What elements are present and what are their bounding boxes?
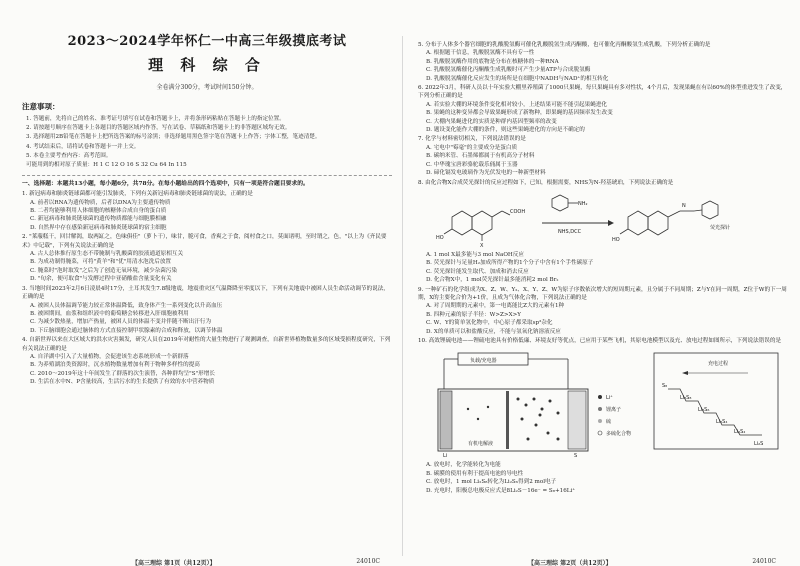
question-7: 7. 化学与材料密切相关，下列说法错误的是 <box>418 136 526 143</box>
question-6: 6. 2022年3月，科研人员以十年实验大棚里养殖菌了1000只果蝇，每只果蝇具有多对性状，4个月后，发现果蝇在有以60%的体型重进发生了改变，下列分析正确的是 <box>418 85 787 100</box>
reaction-arrowhead <box>608 220 614 226</box>
notice-item: 可能用到的相对原子质量：H 1 C 12 O 16 S 32 Cu 64 In 115 <box>26 162 187 169</box>
compound-x-label: X <box>480 242 484 249</box>
footer-page-label: 【高三理综 第2页（共12页）】 <box>528 560 612 566</box>
option: B. 四种元素的原子半径：W>Z>X>Y <box>426 311 521 318</box>
exam-title: 2023～2024学年怀仁一中高三年级摸底考试 <box>67 34 347 49</box>
reaction-scheme <box>432 189 788 249</box>
option: C. 乳酸脱氢酶催化丙酮酸生成乳酸时可产生少量ATP与合成脱氢酶 <box>426 67 591 74</box>
chem-nh2-label: NH₂ <box>578 200 588 207</box>
question-5: 5. 分布于人体多个器官细胞的乳酸脱氢酶可催化乳酸脱氢生成丙酮酸，也可催化丙酮酸氢生成乳酸，下列分析正确的是 <box>418 42 711 48</box>
option: B. 被困期间，血浆和组织液中的葡萄糖会转移进入肝细胞被利用 <box>30 310 189 317</box>
option: B. 碳膜的使用有利于提高电池的导电性 <box>426 470 524 477</box>
cell-outline <box>438 389 588 451</box>
notice-item: 2. 请按题号顺序在答题卡上各题目的答题区域内作答，写在试卷、草稿纸和答题卡上的非答题区域均无效。 <box>26 125 291 132</box>
reagent-label: NHS,DCC <box>558 228 582 235</box>
column-divider <box>402 36 403 556</box>
chem-ho-label-2: HO <box>612 236 620 243</box>
option: A. 被困人员体温调节能力较正常体温降低，致身体产生一系列变化以升高血压 <box>30 302 223 309</box>
option: C. 为减少散热量，增加产热量，被困人员的体温不变并伴随不断出汗行为 <box>30 319 212 326</box>
electrolyte-label: 有机电解液 <box>468 441 494 448</box>
question-9: 9. 一种矿石的化学组成为X、Z、W、Y₂、X、Y、Z、W为原子序数依次增大的短周期元素，且分属于不同周期；Z与Y在同一周期，Z位于W的下一周期，X的主要化合价为+1价，且成为气体化合物，下列说法正确的是 <box>418 286 787 301</box>
question-3: 3. 当地时间2023年2月6日凌晨4时17分，土耳其发生7.8级地震，地震重灾区气温降降至零度以下，下列有关地震中被困人员生命活动调节的说法，正确的是 <box>22 285 389 301</box>
species-li2s6: Li₂S₆ <box>698 407 710 414</box>
legend-dot-li <box>598 395 602 399</box>
divider-line <box>22 175 392 176</box>
option: C. 腌菜时"泡时取发"之后为了创造无氧环境，减少杂菌污染 <box>30 267 178 274</box>
charge-process-label: 充电过程 <box>708 361 729 368</box>
question-2: 2. "莱菔糕干，回甘解渴，取两缸之，色味俱佳"（萝卜干），味甘，脆可食，香爽之于食，阅村食之口，莫面诸明，至时谓之，色，"以上为《齐民要术》中记载"，下列有关说法正确的是 <box>22 234 387 249</box>
footer-page-label: 【高三理综 第1页（共12页）】 <box>132 560 216 566</box>
footer-code: 24010C <box>752 558 776 565</box>
chem-n-label: N <box>682 202 686 209</box>
lithium-electrode <box>440 391 452 449</box>
option: D. 自然界中存在感染新冠病毒和肺炎链球菌的宿主细胞 <box>30 224 167 231</box>
legend-ion: 锂离子 <box>606 407 622 414</box>
load-label: 负载/充电器 <box>470 358 497 365</box>
option: A. 宅电中"霉毫"的主要成分是蛋白质 <box>426 144 518 151</box>
option: B. 碳纳米管、石墨烯都属于有机高分子材料 <box>426 153 535 160</box>
option: C. 大棚内果蝇进化的实质是种群内基因型频率的改变 <box>426 118 557 125</box>
notice-item: 1. 答题前，先将自己的姓名、准考证号填写在试卷和答题卡上，并将条形码粘贴在答题卡上的指定位置。 <box>26 116 285 122</box>
question-10: 10. 高效锂硫电池——锂硫电池具有价格低廉、环境友好等优点，已应用于某些飞机，其原电池模型以及充、放电过程如图所示，下列说法错误的是 <box>418 337 782 344</box>
option: C. 2010～2019年这十年间发生了群落的次生演替，各种群均呈"S"形增长 <box>30 370 215 377</box>
question-4: 4. 自新世界以来在大区域大的洪水灾害频发，研究人员在2019年对耐性的大量生物进行了观测调查，自新世界植物数量多的区域受损程度研究，下列有关说法正确的是 <box>22 337 391 352</box>
legend-dot-poly <box>598 431 602 435</box>
section-heading: 一、选择题：本题共13小题，每小题6分，共78分。在每小题给出的四个选项中，只有一项是符合题目要求的。 <box>22 181 309 188</box>
option: B. 荧光探针与足量H₂加成所得产物的1个分子中含有1个手性碳原子 <box>426 260 594 267</box>
product-structure <box>620 201 718 235</box>
notice-list <box>22 115 392 170</box>
species-s8: S₈ <box>662 383 668 390</box>
option: D. 化合物X中，1 mol荧光探针最多能消耗2 mol Br₂ <box>426 277 559 284</box>
species-li2s: Li₂S <box>754 441 764 448</box>
option: B. 乳酸脱氢酶作用的底物是分布在核糖体的一种RNA <box>426 58 559 65</box>
s-electrode-label: S <box>574 453 578 460</box>
morpholine-reagent <box>552 195 578 211</box>
option: D. 下丘脑细胞会通过脑体的方式直接控制甲状腺素的合成和释放，以调节体温 <box>30 327 223 334</box>
option: A. 对了周期期的元素中，第一电离能比Z大的元素有1种 <box>426 303 565 310</box>
option: B. 果蝇的这种变异都会导致果蝇形成了新物种，即果蝇的基因频率发生改变 <box>426 110 613 117</box>
option: D. "旬余，便可取食"与发酵过程中亚硝酸盐含量变化有关 <box>30 276 172 283</box>
charge-arrowhead <box>682 371 688 375</box>
footer-code: 24010C <box>356 558 380 565</box>
option: A. 古人总体推行原生态不带腌制与乳酸菌的胶液通道原相互关 <box>30 251 184 258</box>
option: A. 放电时，化学能转化为电能 <box>426 462 501 469</box>
option: C. 荧光探针能发生取代、加成和消去反应 <box>426 268 529 275</box>
figure-legend <box>598 395 631 437</box>
option: C. W、Y的简单氢化物中，中心原子都采取sp³杂化 <box>426 320 553 327</box>
option: B. 二者均能够利用人体细胞的核糖体合成自身的蛋白质 <box>30 208 167 215</box>
option: D. 充电时，阳极总电极反应式是8Li₂S－16e⁻ = S₈+16Li⁺ <box>426 487 576 494</box>
notice-heading: 注意事项： <box>22 102 60 111</box>
question-1: 1. 新冠病毒和肺炎链球菌都可能引发肺炎，下列有关新冠病毒和肺炎链球菌的说法，正确的是 <box>22 191 253 198</box>
question-8: 8. 由化合物X合成荧光探针的反应过程如下，已知，根据需要，NHS为N-羟基琥珀，下列说法正确的是 <box>418 179 674 186</box>
option: D. 题设变化能作大棚的条件，则这些果蝇进化的方向是不确定的 <box>426 127 585 134</box>
battery-figure-drawing <box>418 349 788 459</box>
separator <box>506 391 509 449</box>
option: C. 放电时，1 mol Li₂S₈转化为Li₂S₆得到2 mol电子 <box>426 479 557 486</box>
chem-cooh-label: COOH <box>510 208 526 215</box>
chem-ho-label: HO <box>436 234 444 241</box>
score-line: 全卷满分300分，考试时间150分钟。 <box>156 84 258 91</box>
exam-subject: 理 科 综 合 <box>148 56 266 74</box>
legend-poly: 多硫化合物 <box>606 431 632 438</box>
product-label: 荧光探针 <box>710 224 731 231</box>
notice-item: 4. 考试结束后，请将试卷和答题卡一并上交。 <box>26 143 140 150</box>
species-li2s4: Li₂S₄ <box>716 419 728 426</box>
species-li2s2: Li₂S₂ <box>734 429 746 436</box>
notice-item: 5. 本卷主要考查内容：高考范围。 <box>26 152 112 159</box>
option: B. 为养殖湖泊类资源时，沉水植物数量增加有利于物种多样性的提高 <box>30 362 200 369</box>
particles <box>467 398 560 441</box>
option: D. 碲化镉发电玻璃作为光伏发电的一种新型材料 <box>426 170 546 177</box>
battery-figure <box>418 349 788 459</box>
species-li2s8: Li₂S₈ <box>680 395 692 402</box>
notice-item: 3. 选择题用2B铅笔在答题卡上把所选答案的标号涂黑；非选择题用黑色签字笔在答题卡上作答；字体工整，笔迹清楚。 <box>26 134 321 141</box>
option: A. 根据题干信息，乳酸脱氢酶不具有专一性 <box>426 50 535 57</box>
option: D. 生活在水中N、P含量较高，生活污水的生长提供了有效的水中营养物质 <box>30 379 215 386</box>
option: C. 中华瑰宝唐彩骆驼载乐俑属于玉器 <box>426 161 518 168</box>
option: B. 为成功制得腌菜，可将"黄羊"和"优"用清水泡洗后放置 <box>30 259 172 266</box>
legend-s: 硫 <box>606 419 612 426</box>
sulfur-electrode <box>568 391 586 449</box>
option: D. X的单质可以和盐酸反应，不能与氢氧化钠溶液反应 <box>426 328 561 335</box>
legend-li: Li⁺ <box>606 395 613 402</box>
reaction-scheme-drawing <box>432 189 772 249</box>
option: A. 前者以RNA为遗传物质，后者以DNA为主要遗传物质 <box>30 199 171 206</box>
option: A. 1 mol X最多能与3 mol NaOH反应 <box>426 251 524 258</box>
option: A. 若实验大棚的环境条件变化相对较小，上述结果可能不能引起果蝇进化 <box>426 101 608 108</box>
legend-dot-s <box>598 419 602 423</box>
option: D. 乳酸脱氢酶催化反应发生的场所是在细胞中NADH与NAD⁺的相互转化 <box>426 75 609 82</box>
compound-x-structure <box>444 211 510 241</box>
option: A. 自洋湖中引入了大量植物，会促进该生态系统形成一个新群落 <box>30 353 189 360</box>
li-electrode-label: Li <box>443 453 448 460</box>
legend-dot-ion <box>598 407 602 411</box>
right-page <box>404 0 800 566</box>
option: C. 新冠病毒和肺炎链球菌的遗传物质都能与细胞膜相融 <box>30 216 167 223</box>
